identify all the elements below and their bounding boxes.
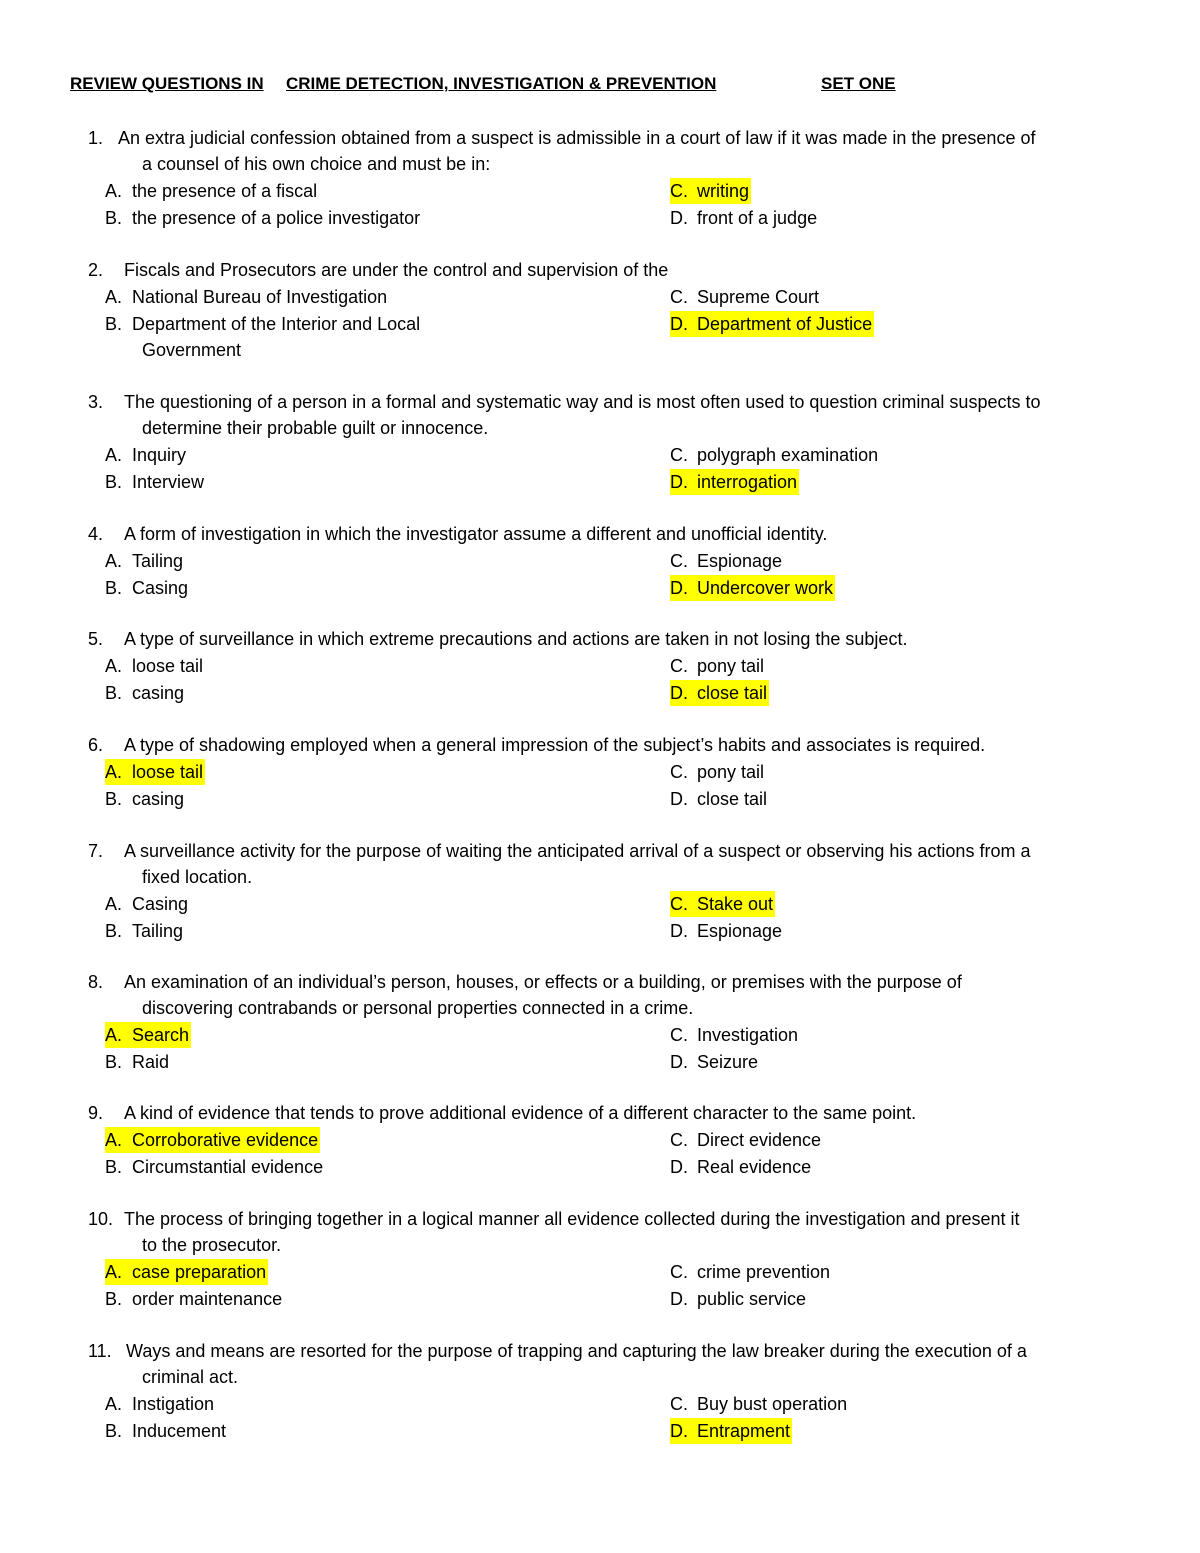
- question-stem: [88, 1100, 1138, 1126]
- question-stem: [88, 1206, 1138, 1258]
- option-c: C. Direct evidence: [670, 1130, 822, 1150]
- question-number: 8.: [88, 972, 104, 992]
- option-d: D. close tail: [670, 789, 768, 809]
- question-stem: [88, 125, 1138, 177]
- question-stem: [88, 969, 1138, 1021]
- option-a-answer: A. Search: [105, 1022, 191, 1048]
- question-stem: [88, 389, 1138, 441]
- question-number: 5.: [88, 629, 104, 649]
- question-1: [88, 125, 1138, 232]
- option-b: B. Raid: [105, 1052, 170, 1072]
- option-b: B. Casing: [105, 578, 189, 598]
- stem-line-1: A surveillance activity for the purpose of waiting the anticipated arrival of a suspect or observing his actions from a: [124, 841, 1031, 861]
- stem-line-1: A kind of evidence that tends to prove additional evidence of a different character to the same point.: [124, 1103, 917, 1123]
- question-8: [88, 969, 1138, 1076]
- option-d: D. front of a judge: [670, 208, 818, 228]
- stem-line-1: The process of bringing together in a logical manner all evidence collected during the investigation and present it: [124, 1209, 1020, 1229]
- question-stem: [88, 732, 1138, 758]
- question-10: [88, 1206, 1138, 1313]
- question-number: 6.: [88, 735, 104, 755]
- option-a: A. Inquiry: [105, 445, 187, 465]
- question-number: 9.: [88, 1103, 104, 1123]
- options: [88, 178, 1138, 232]
- option-a: A. Tailing: [105, 551, 184, 571]
- options: [88, 548, 1138, 602]
- option-b: B. Department of the Interior and Local: [105, 314, 421, 334]
- option-a-answer: A. loose tail: [105, 759, 205, 785]
- option-a: A. the presence of a fiscal: [105, 181, 318, 201]
- question-9: [88, 1100, 1138, 1181]
- question-number: 10.: [88, 1209, 114, 1229]
- stem-line-1: A type of surveillance in which extreme precautions and actions are taken in not losing the subject.: [124, 629, 908, 649]
- question-number: 11.: [88, 1341, 112, 1361]
- option-c: C. Espionage: [670, 551, 783, 571]
- options: [88, 1022, 1138, 1076]
- options: [88, 891, 1138, 945]
- options: [88, 1391, 1138, 1445]
- header-title: REVIEW QUESTIONS IN: [70, 74, 264, 93]
- option-b: B. casing: [105, 683, 185, 703]
- option-d: D. Seizure: [670, 1052, 759, 1072]
- option-a: A. loose tail: [105, 656, 204, 676]
- question-11: [88, 1338, 1138, 1445]
- option-a: A. Casing: [105, 894, 189, 914]
- question-stem: [88, 521, 1138, 547]
- options: [88, 1259, 1138, 1313]
- option-a-answer: A. Corroborative evidence: [105, 1127, 320, 1153]
- options: [88, 653, 1138, 707]
- option-c-answer: C. writing: [670, 178, 751, 204]
- option-c: C. pony tail: [670, 762, 765, 782]
- stem-line-1: A type of shadowing employed when a general impression of the subject’s habits and associates is required.: [124, 735, 986, 755]
- question-6: [88, 732, 1138, 813]
- stem-line-1: Fiscals and Prosecutors are under the control and supervision of the: [124, 260, 669, 280]
- stem-line-1: An examination of an individual’s person, houses, or effects or a building, or premises with the purpose of: [124, 972, 962, 992]
- option-b: B. Inducement: [105, 1421, 227, 1441]
- option-c: C. polygraph examination: [670, 445, 879, 465]
- stem-line-2: fixed location.: [142, 867, 253, 887]
- option-c: C. Investigation: [670, 1025, 799, 1045]
- stem-line-1: An extra judicial confession obtained from a suspect is admissible in a court of law if it was made in the presence of: [118, 128, 1036, 148]
- options: [88, 442, 1138, 496]
- question-stem: [88, 838, 1138, 890]
- header-subject: CRIME DETECTION, INVESTIGATION & PREVENTION: [286, 74, 717, 93]
- question-number: 7.: [88, 841, 104, 861]
- option-b: B. Interview: [105, 472, 205, 492]
- question-2: [88, 257, 1138, 364]
- option-c-answer: C. Stake out: [670, 891, 775, 917]
- options: [88, 284, 1138, 364]
- options: [88, 1127, 1138, 1181]
- stem-line-2: determine their probable guilt or innocence.: [142, 418, 489, 438]
- stem-line-2: a counsel of his own choice and must be in:: [142, 154, 491, 174]
- question-stem: [88, 257, 1138, 283]
- question-number: 2.: [88, 260, 104, 280]
- option-b: B. order maintenance: [105, 1289, 283, 1309]
- question-number: 3.: [88, 392, 104, 412]
- option-d-answer: D. Entrapment: [670, 1418, 792, 1444]
- option-d: D. Espionage: [670, 921, 783, 941]
- option-d-answer: D. interrogation: [670, 469, 799, 495]
- stem-line-2: to the prosecutor.: [142, 1235, 282, 1255]
- question-number: 1.: [88, 128, 104, 148]
- option-d: D. Real evidence: [670, 1157, 812, 1177]
- document-header: [70, 74, 970, 98]
- stem-line-1: Ways and means are resorted for the purpose of trapping and capturing the law breaker during the execution of a: [126, 1341, 1027, 1361]
- header-set-label: SET ONE: [821, 74, 896, 93]
- question-3: [88, 389, 1138, 496]
- option-c: C. crime prevention: [670, 1262, 831, 1282]
- option-c: C. Buy bust operation: [670, 1394, 848, 1414]
- option-a: A. Instigation: [105, 1394, 215, 1414]
- option-b: B. Tailing: [105, 921, 184, 941]
- stem-line-1: A form of investigation in which the investigator assume a different and unofficial identity.: [124, 524, 828, 544]
- options: [88, 759, 1138, 813]
- question-7: [88, 838, 1138, 945]
- stem-line-1: The questioning of a person in a formal and systematic way and is most often used to question criminal suspects to: [124, 392, 1041, 412]
- question-5: [88, 626, 1138, 707]
- option-d-answer: D. Undercover work: [670, 575, 835, 601]
- question-stem: [88, 626, 1138, 652]
- option-d-answer: D. close tail: [670, 680, 769, 706]
- option-c: C. pony tail: [670, 656, 765, 676]
- option-a: A. National Bureau of Investigation: [105, 287, 388, 307]
- option-b: B. casing: [105, 789, 185, 809]
- question-4: [88, 521, 1138, 602]
- question-stem: [88, 1338, 1138, 1390]
- option-d: D. public service: [670, 1289, 807, 1309]
- stem-line-2: criminal act.: [142, 1367, 239, 1387]
- option-b: B. Circumstantial evidence: [105, 1157, 324, 1177]
- option-b: B. the presence of a police investigator: [105, 208, 421, 228]
- option-c: C. Supreme Court: [670, 287, 820, 307]
- option-a-answer: A. case preparation: [105, 1259, 268, 1285]
- option-d-answer: D. Department of Justice: [670, 311, 874, 337]
- stem-line-2: discovering contrabands or personal properties connected in a crime.: [142, 998, 694, 1018]
- question-number: 4.: [88, 524, 104, 544]
- option-b-continuation: Government: [142, 340, 242, 360]
